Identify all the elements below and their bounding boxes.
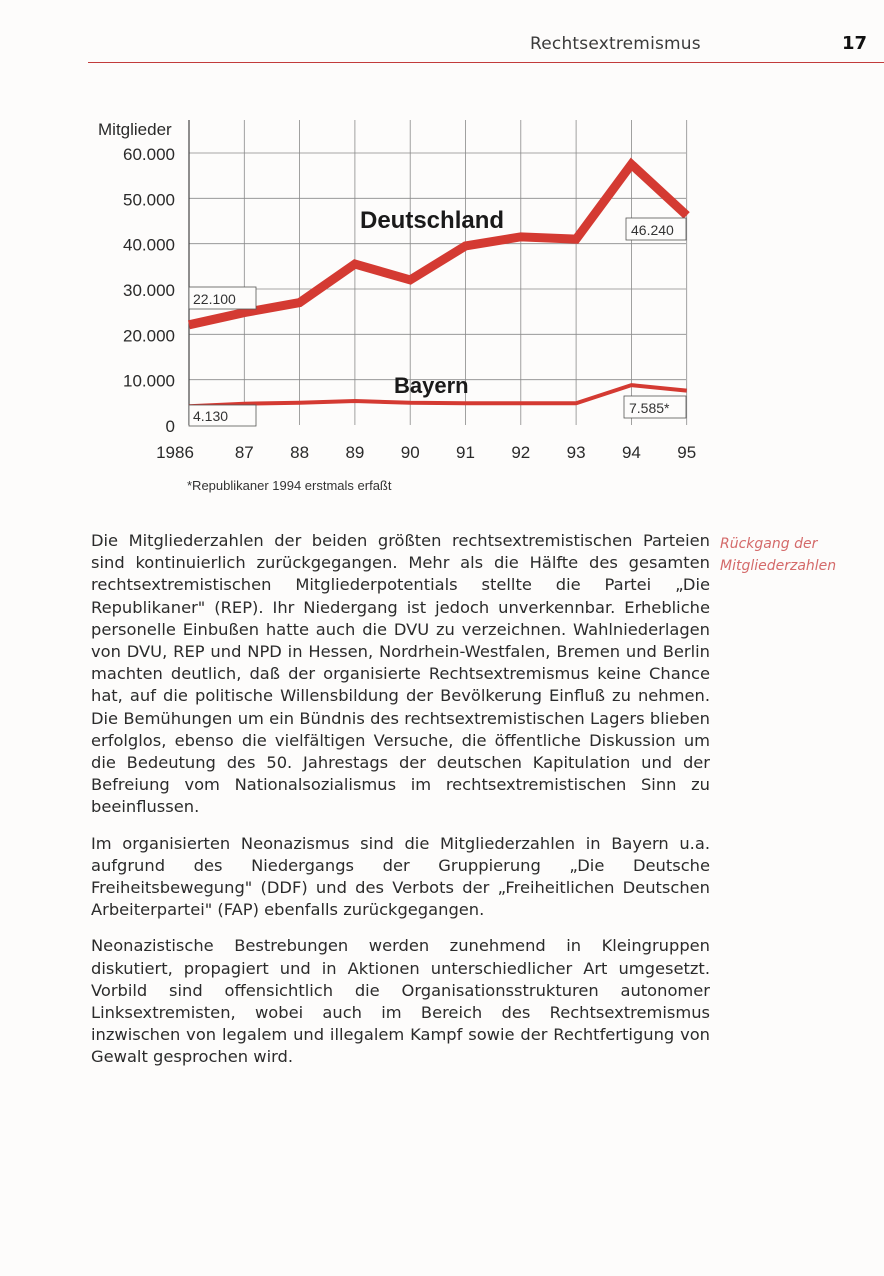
y-axis-label: Mitglieder: [98, 120, 172, 139]
page-number: 17: [842, 33, 868, 54]
chart-labels: [187, 207, 686, 493]
series-label-bayern: Bayern: [394, 373, 469, 398]
x-tick-label: 95: [677, 443, 697, 462]
y-tick-label: 40.000: [123, 235, 175, 255]
annotation-by-end: 7.585*: [629, 400, 670, 416]
chart-series: [189, 164, 687, 406]
running-header-title: Rechtsextremismus: [530, 34, 701, 54]
body-text: [91, 530, 710, 1083]
membership-line-chart: [0, 0, 884, 500]
paragraph-2: Im organisierten Neonazismus sind die Mitgliederzahlen in Bayern u.a. aufgrund des Niedergangs der Gruppierung „Die Deutsche Freiheitsbewegung" (DDF) und des Verbots der „Freiheitlichen Deutschen Arbeiterpartei" (FAP) ebenfalls zurückgegangen.: [91, 833, 710, 920]
x-tick-label: 89: [345, 443, 365, 462]
x-tick-label: 90: [400, 443, 420, 462]
y-tick-label: 30.000: [123, 281, 175, 300]
x-tick-label: 91: [456, 443, 475, 462]
paragraph-1: Die Mitgliederzahlen der beiden größten rechtsextremistischen Parteien sind kontinuierlich zurückgegangen. Mehr als die Hälfte des gesamten rechtsextremistischen Mitgliederpotentials stellte die Partei „Die Republikaner" (REP). Ihr Niedergang ist jedoch unverkennbar. Erhebliche personelle Einbußen hatte auch die DVU zu verzeichnen. Wahlniederlagen von DVU, REP und NPD in Hessen, Nordrhein-Westfalen, Bremen und Berlin machten deutlich, daß der organisierte Rechtsextremismus keine Chance hat, auf die politische Willensbildung der Bevölkerung Einfluß zu nehmen. Die Bemühungen um ein Bündnis des rechtsextremistischen Lagers blieben erfolglos, ebenso die vielfältigen Versuche, die öffentliche Diskussion um die Bedeutung des 50. Jahrestags der deutschen Kapitulation und der Befreiung vom Nationalsozialismus im rechtsextremistischen Sinn zu beeinflussen.: [91, 531, 710, 817]
annotation-de-end: 46.240: [631, 222, 674, 238]
margin-note-line-1: Rückgang der: [720, 536, 818, 552]
y-tick-label: 10.000: [123, 371, 175, 391]
y-tick-label: 0: [165, 417, 175, 436]
paragraph-3: Neonazistische Bestrebungen werden zunehmend in Kleingruppen diskutiert, propagiert und in Aktionen unterschiedlicher Art umgesetzt. Vorbild sind offensichtlich die Organisationsstrukturen autonomer Linksextremisten, wobei auch im Bereich des Rechtsextremismus inzwischen von legalem und illegalem Kampf sowie der Rechtfertigung von Gewalt gesprochen wird.: [91, 936, 710, 1067]
series-label-deutschland: Deutschland: [360, 207, 505, 234]
y-tick-label: 20.000: [123, 326, 175, 346]
x-tick-label: 93: [566, 443, 586, 462]
annotation-by-start: 4.130: [193, 408, 229, 424]
x-tick-label: 1986: [156, 443, 194, 462]
margin-note-line-2: Mitgliederzahlen: [720, 558, 837, 574]
y-tick-label: 50.000: [123, 190, 175, 210]
margin-note: [720, 533, 880, 577]
x-tick-label: 92: [511, 443, 531, 462]
chart-axes: [98, 120, 696, 462]
x-tick-label: 94: [621, 443, 641, 462]
x-tick-label: 88: [290, 443, 310, 462]
series-line-deutschland: [189, 164, 687, 324]
chart-footnote: *Republikaner 1994 erstmals erfaßt: [187, 478, 392, 493]
annotation-de-start: 22.100: [193, 291, 236, 307]
y-tick-label: 60.000: [123, 145, 175, 164]
x-tick-label: 87: [234, 443, 254, 462]
